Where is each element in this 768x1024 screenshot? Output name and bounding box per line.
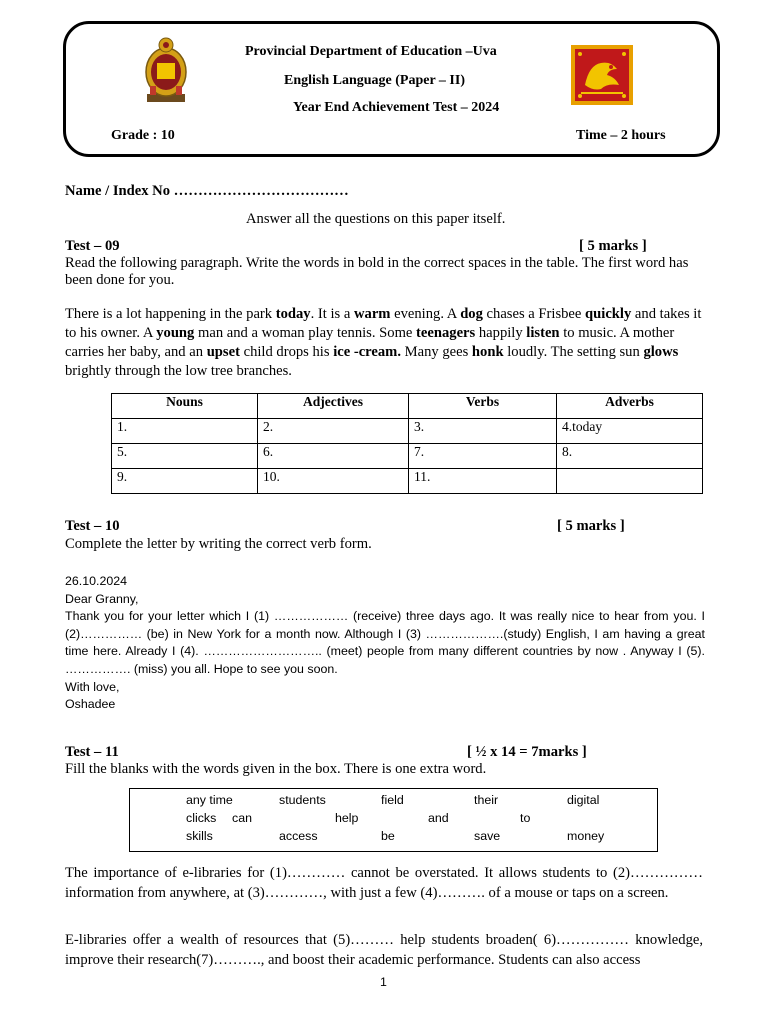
national-emblem-icon bbox=[144, 36, 188, 104]
paragraph-text: chases a Frisbee bbox=[482, 306, 586, 322]
letter-body: Thank you for your letter which I (1) ……………… (receive) three days ago. It was really nice to hear from you. I (2)…………… (be) in New York for a month now. Although I (3) ……………….(study) English, I am having a great time here. Already I (4). ……………………….. (meet) people from many different countries by now . Anyway I (5). ……………. (miss) you all. Hope to see you soon. bbox=[65, 609, 705, 676]
table-cell[interactable]: 6. bbox=[258, 444, 409, 469]
word-box-item: skills bbox=[186, 829, 213, 843]
bold-word: young bbox=[156, 325, 195, 341]
paragraph-text: happily bbox=[475, 325, 527, 341]
page-number: 1 bbox=[380, 975, 387, 989]
test10-instruction: Complete the letter by writing the correct verb form. bbox=[65, 536, 372, 552]
bold-word: listen bbox=[526, 325, 560, 341]
word-box-item: clicks bbox=[186, 811, 217, 825]
bold-word: teenagers bbox=[416, 325, 476, 341]
word-box-item: any time bbox=[186, 793, 233, 807]
paragraph-text: Many gees bbox=[400, 344, 472, 360]
paragraph-text: brightly through the low tree branches. bbox=[65, 363, 292, 379]
general-instruction: Answer all the questions on this paper itself. bbox=[246, 211, 506, 227]
table-header-nouns: Nouns bbox=[112, 394, 258, 419]
word-box-item: their bbox=[474, 793, 499, 807]
table-cell[interactable]: 4.today bbox=[557, 419, 703, 444]
word-box-item: field bbox=[381, 793, 404, 807]
header-subject: English Language (Paper – II) bbox=[284, 73, 465, 88]
test09-title: Test – 09 bbox=[65, 238, 120, 254]
letter-greeting: Dear Granny, bbox=[65, 592, 139, 606]
test09-instruction: Read the following paragraph. Write the words in bold in the correct spaces in the table. The first word has been done for you. bbox=[65, 255, 689, 288]
test11-instruction: Fill the blanks with the words given in the box. There is one extra word. bbox=[65, 761, 487, 777]
table-cell[interactable] bbox=[557, 469, 703, 494]
table-cell[interactable]: 10. bbox=[258, 469, 409, 494]
table-cell[interactable]: 5. bbox=[112, 444, 258, 469]
test11-title: Test – 11 bbox=[65, 744, 119, 760]
word-box-item: money bbox=[567, 829, 605, 843]
word-box-item: save bbox=[474, 829, 501, 843]
table-cell[interactable]: 11. bbox=[409, 469, 557, 494]
header-test-name: Year End Achievement Test – 2024 bbox=[293, 100, 500, 115]
table-cell[interactable]: 9. bbox=[112, 469, 258, 494]
bold-word: honk bbox=[471, 344, 504, 360]
table-cell[interactable]: 3. bbox=[409, 419, 557, 444]
paragraph-text: to music. A mother carries her baby, and an bbox=[65, 325, 675, 360]
table-row bbox=[112, 419, 703, 444]
bold-word: warm bbox=[353, 306, 391, 322]
letter-closing: With love, bbox=[65, 680, 120, 694]
paragraph-text: man and a woman play tennis. Some bbox=[194, 325, 417, 341]
paragraph-text: child drops his bbox=[239, 344, 334, 360]
bold-word: upset bbox=[206, 344, 240, 360]
bold-word: dog bbox=[460, 306, 483, 322]
word-box-item: be bbox=[381, 829, 395, 843]
table-header-adjectives: Adjectives bbox=[258, 394, 409, 419]
bold-word: ice -cream. bbox=[333, 344, 401, 360]
paragraph-text: and takes it to his owner. A bbox=[65, 306, 702, 341]
word-box-item: to bbox=[520, 811, 531, 825]
word-box-item: students bbox=[279, 793, 326, 807]
name-index-line: Name / Index No ……………………………… bbox=[65, 183, 349, 199]
paragraph-text: . It is a bbox=[310, 306, 354, 322]
bold-word: glows bbox=[643, 344, 679, 360]
word-box-item: and bbox=[428, 811, 449, 825]
bold-word: today bbox=[275, 306, 311, 322]
table-row bbox=[112, 469, 703, 494]
test11-marks: [ ½ x 14 = 7marks ] bbox=[467, 744, 587, 760]
header-department: Provincial Department of Education –Uva bbox=[245, 44, 497, 59]
table-header-verbs: Verbs bbox=[409, 394, 557, 419]
word-box-item: can bbox=[232, 811, 252, 825]
provincial-flag-icon bbox=[571, 45, 633, 105]
paragraph-text: evening. A bbox=[390, 306, 461, 322]
header-time: Time – 2 hours bbox=[576, 128, 666, 143]
table-cell[interactable]: 2. bbox=[258, 419, 409, 444]
letter-date: 26.10.2024 bbox=[65, 574, 128, 588]
test10-title: Test – 10 bbox=[65, 518, 120, 534]
word-classification-table bbox=[111, 393, 703, 494]
test11-paragraph-2: E-libraries offer a wealth of resources that (5)……… help students broaden( 6)…………… knowledge, improve their research(7)………., and boost their academic performance. Students can also access bbox=[65, 932, 703, 968]
test09-marks: [ 5 marks ] bbox=[579, 238, 647, 254]
test10-marks: [ 5 marks ] bbox=[557, 518, 625, 534]
paragraph-text: There is a lot happening in the park bbox=[65, 306, 276, 322]
test09-paragraph bbox=[65, 305, 705, 381]
bold-word: quickly bbox=[585, 306, 632, 322]
paragraph-text: loudly. The setting sun bbox=[503, 344, 644, 360]
word-box-item: digital bbox=[567, 793, 600, 807]
header-grade: Grade : 10 bbox=[111, 128, 175, 143]
test11-paragraph-1: The importance of e-libraries for (1)………… cannot be overstated. It allows students to (2)……………information from anywhere, at (3)…………, with just a few (4)………. of a mouse or taps on a screen. bbox=[65, 865, 703, 901]
letter-signature: Oshadee bbox=[65, 697, 116, 711]
word-box-item: access bbox=[279, 829, 318, 843]
table-row bbox=[112, 444, 703, 469]
table-header-adverbs: Adverbs bbox=[557, 394, 703, 419]
table-cell[interactable]: 1. bbox=[112, 419, 258, 444]
table-cell[interactable]: 8. bbox=[557, 444, 703, 469]
table-cell[interactable]: 7. bbox=[409, 444, 557, 469]
word-box-item: help bbox=[335, 811, 359, 825]
